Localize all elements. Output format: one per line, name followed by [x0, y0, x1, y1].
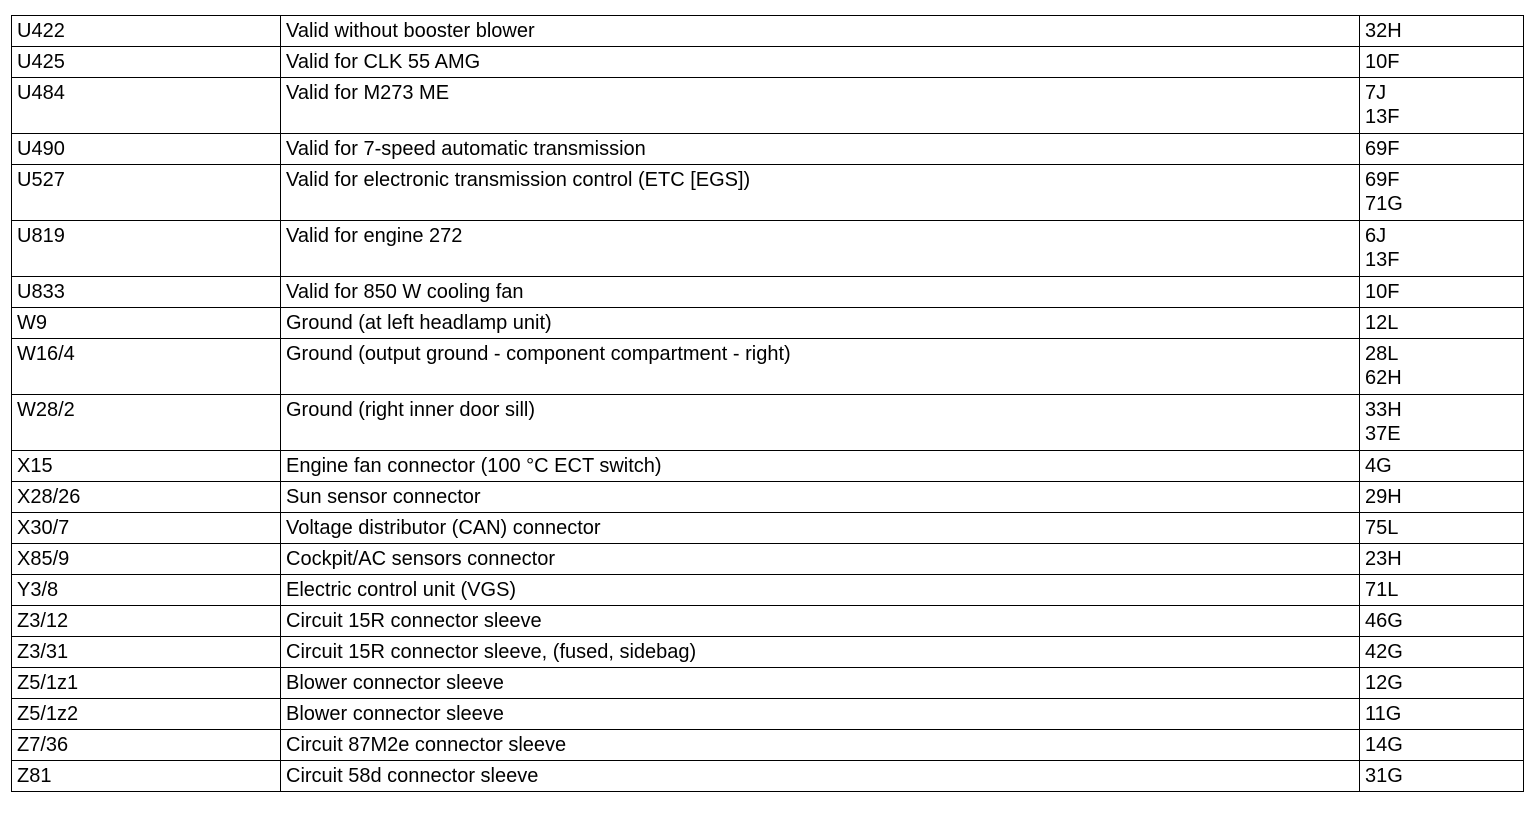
component-description-cell	[281, 16, 1360, 47]
component-description: Valid for 850 W cooling fan	[286, 281, 524, 303]
table-row	[12, 637, 1524, 668]
grid-reference-cell	[1360, 47, 1524, 78]
grid-reference: 13F	[1365, 249, 1400, 271]
grid-reference: 4G	[1365, 455, 1392, 477]
component-code: Z3/31	[17, 641, 69, 663]
table-row	[12, 730, 1524, 761]
grid-reference-list	[1365, 221, 1518, 272]
grid-reference: 71L	[1365, 579, 1399, 601]
grid-reference-cell	[1360, 513, 1524, 544]
grid-reference-list	[1365, 78, 1518, 129]
table-row	[12, 668, 1524, 699]
component-code-cell	[12, 730, 281, 761]
grid-reference: 10F	[1365, 281, 1400, 303]
component-description-cell	[281, 221, 1360, 277]
component-description: Valid for 7-speed automatic transmission	[286, 138, 646, 160]
component-description: Sun sensor connector	[286, 486, 481, 508]
component-description-cell	[281, 134, 1360, 165]
grid-reference-cell	[1360, 395, 1524, 451]
table-row	[12, 395, 1524, 451]
grid-reference-list	[1365, 165, 1518, 216]
component-description: Blower connector sleeve	[286, 703, 504, 725]
grid-reference: 46G	[1365, 610, 1403, 632]
component-description-cell	[281, 637, 1360, 668]
table-row	[12, 16, 1524, 47]
grid-reference: 10F	[1365, 51, 1400, 73]
grid-reference-cell	[1360, 699, 1524, 730]
grid-reference-cell	[1360, 165, 1524, 221]
grid-reference-list	[1365, 668, 1518, 695]
table-row	[12, 78, 1524, 134]
component-legend-table	[11, 15, 1524, 792]
grid-reference: 75L	[1365, 517, 1399, 539]
component-description: Valid without booster blower	[286, 20, 535, 42]
grid-reference-list	[1365, 513, 1518, 540]
component-description-cell	[281, 544, 1360, 575]
component-description-cell	[281, 277, 1360, 308]
component-description-cell	[281, 78, 1360, 134]
grid-reference-list	[1365, 637, 1518, 664]
component-description: Circuit 15R connector sleeve	[286, 610, 542, 632]
table-row	[12, 277, 1524, 308]
grid-reference-list	[1365, 308, 1518, 335]
legend-table-body	[12, 16, 1524, 792]
component-description-cell	[281, 47, 1360, 78]
component-code-cell	[12, 761, 281, 792]
component-code-cell	[12, 699, 281, 730]
component-description-cell	[281, 575, 1360, 606]
grid-reference-list	[1365, 606, 1518, 633]
grid-reference-cell	[1360, 637, 1524, 668]
grid-reference: 6J	[1365, 225, 1387, 247]
component-code: U484	[17, 82, 65, 104]
component-code: Z7/36	[17, 734, 69, 756]
table-row	[12, 761, 1524, 792]
component-code: U527	[17, 169, 65, 191]
component-description: Cockpit/AC sensors connector	[286, 548, 556, 570]
component-description-cell	[281, 699, 1360, 730]
grid-reference-cell	[1360, 668, 1524, 699]
grid-reference-list	[1365, 482, 1518, 509]
component-code-cell	[12, 544, 281, 575]
component-code: U425	[17, 51, 65, 73]
grid-reference-list	[1365, 277, 1518, 304]
table-row	[12, 47, 1524, 78]
table-row	[12, 482, 1524, 513]
component-description: Ground (at left headlamp unit)	[286, 312, 552, 334]
grid-reference-cell	[1360, 134, 1524, 165]
component-code-cell	[12, 78, 281, 134]
component-code: Z5/1z2	[17, 703, 79, 725]
grid-reference: 13F	[1365, 106, 1400, 128]
component-description-cell	[281, 395, 1360, 451]
component-code: U833	[17, 281, 65, 303]
grid-reference: 71G	[1365, 193, 1403, 215]
table-row	[12, 544, 1524, 575]
grid-reference-list	[1365, 699, 1518, 726]
component-code-cell	[12, 308, 281, 339]
grid-reference-list	[1365, 761, 1518, 788]
component-description: Ground (output ground - component compartment - right)	[286, 343, 791, 365]
grid-reference: 31G	[1365, 765, 1403, 787]
table-row	[12, 575, 1524, 606]
component-description: Valid for engine 272	[286, 225, 463, 247]
table-row	[12, 308, 1524, 339]
component-description: Circuit 58d connector sleeve	[286, 765, 539, 787]
grid-reference-cell	[1360, 221, 1524, 277]
table-row	[12, 606, 1524, 637]
grid-reference-list	[1365, 730, 1518, 757]
component-code: W16/4	[17, 343, 75, 365]
grid-reference-cell	[1360, 78, 1524, 134]
component-description-cell	[281, 482, 1360, 513]
grid-reference: 11G	[1365, 703, 1402, 725]
component-description-cell	[281, 451, 1360, 482]
grid-reference: 62H	[1365, 367, 1402, 389]
component-code: W28/2	[17, 399, 75, 421]
component-code-cell	[12, 451, 281, 482]
component-code-cell	[12, 395, 281, 451]
grid-reference-cell	[1360, 16, 1524, 47]
table-row	[12, 451, 1524, 482]
grid-reference: 14G	[1365, 734, 1403, 756]
component-description-cell	[281, 165, 1360, 221]
component-description: Electric control unit (VGS)	[286, 579, 517, 601]
component-description-cell	[281, 730, 1360, 761]
grid-reference: 33H	[1365, 399, 1402, 421]
component-code-cell	[12, 339, 281, 395]
grid-reference-cell	[1360, 606, 1524, 637]
grid-reference: 42G	[1365, 641, 1403, 663]
component-description: Valid for electronic transmission control (ETC [EGS])	[286, 169, 751, 191]
component-code: U422	[17, 20, 65, 42]
grid-reference-list	[1365, 134, 1518, 161]
component-description-cell	[281, 668, 1360, 699]
component-code-cell	[12, 482, 281, 513]
grid-reference-list	[1365, 339, 1518, 390]
grid-reference: 69F	[1365, 138, 1400, 160]
component-description-cell	[281, 606, 1360, 637]
grid-reference: 7J	[1365, 82, 1387, 104]
component-code: X85/9	[17, 548, 70, 570]
component-code: Z5/1z1	[17, 672, 79, 694]
grid-reference-list	[1365, 395, 1518, 446]
component-code: Z3/12	[17, 610, 69, 632]
grid-reference-cell	[1360, 761, 1524, 792]
grid-reference: 32H	[1365, 20, 1402, 42]
component-description-cell	[281, 513, 1360, 544]
component-description: Voltage distributor (CAN) connector	[286, 517, 601, 539]
component-code-cell	[12, 575, 281, 606]
grid-reference-cell	[1360, 308, 1524, 339]
component-code-cell	[12, 221, 281, 277]
component-description: Circuit 87M2e connector sleeve	[286, 734, 567, 756]
grid-reference: 23H	[1365, 548, 1402, 570]
table-row	[12, 513, 1524, 544]
component-code: U819	[17, 225, 65, 247]
grid-reference: 12G	[1365, 672, 1403, 694]
component-description-cell	[281, 308, 1360, 339]
component-code-cell	[12, 277, 281, 308]
component-code-cell	[12, 668, 281, 699]
grid-reference-list	[1365, 544, 1518, 571]
table-row	[12, 221, 1524, 277]
grid-reference-list	[1365, 47, 1518, 74]
component-description: Blower connector sleeve	[286, 672, 504, 694]
grid-reference: 29H	[1365, 486, 1402, 508]
component-code-cell	[12, 16, 281, 47]
table-row	[12, 699, 1524, 730]
grid-reference-cell	[1360, 575, 1524, 606]
grid-reference-list	[1365, 451, 1518, 478]
component-code: Y3/8	[17, 579, 59, 601]
table-row	[12, 165, 1524, 221]
grid-reference-list	[1365, 575, 1518, 602]
table-row	[12, 339, 1524, 395]
component-code: X30/7	[17, 517, 70, 539]
component-code-cell	[12, 513, 281, 544]
component-code-cell	[12, 165, 281, 221]
component-description: Valid for CLK 55 AMG	[286, 51, 481, 73]
grid-reference-cell	[1360, 544, 1524, 575]
grid-reference-cell	[1360, 730, 1524, 761]
component-description: Circuit 15R connector sleeve, (fused, sidebag)	[286, 641, 697, 663]
component-code: X28/26	[17, 486, 81, 508]
component-code: U490	[17, 138, 65, 160]
component-code: X15	[17, 455, 53, 477]
grid-reference: 12L	[1365, 312, 1399, 334]
grid-reference: 37E	[1365, 423, 1401, 445]
component-description-cell	[281, 761, 1360, 792]
component-code-cell	[12, 606, 281, 637]
grid-reference: 69F	[1365, 169, 1400, 191]
component-code-cell	[12, 47, 281, 78]
grid-reference-list	[1365, 16, 1518, 43]
component-code-cell	[12, 637, 281, 668]
component-description: Valid for M273 ME	[286, 82, 450, 104]
component-description-cell	[281, 339, 1360, 395]
grid-reference-cell	[1360, 451, 1524, 482]
grid-reference-cell	[1360, 482, 1524, 513]
component-code-cell	[12, 134, 281, 165]
component-description: Ground (right inner door sill)	[286, 399, 535, 421]
component-description: Engine fan connector (100 °C ECT switch)	[286, 455, 662, 477]
component-code: Z81	[17, 765, 52, 787]
grid-reference-cell	[1360, 339, 1524, 395]
grid-reference-cell	[1360, 277, 1524, 308]
component-code: W9	[17, 312, 47, 334]
grid-reference: 28L	[1365, 343, 1399, 365]
table-row	[12, 134, 1524, 165]
